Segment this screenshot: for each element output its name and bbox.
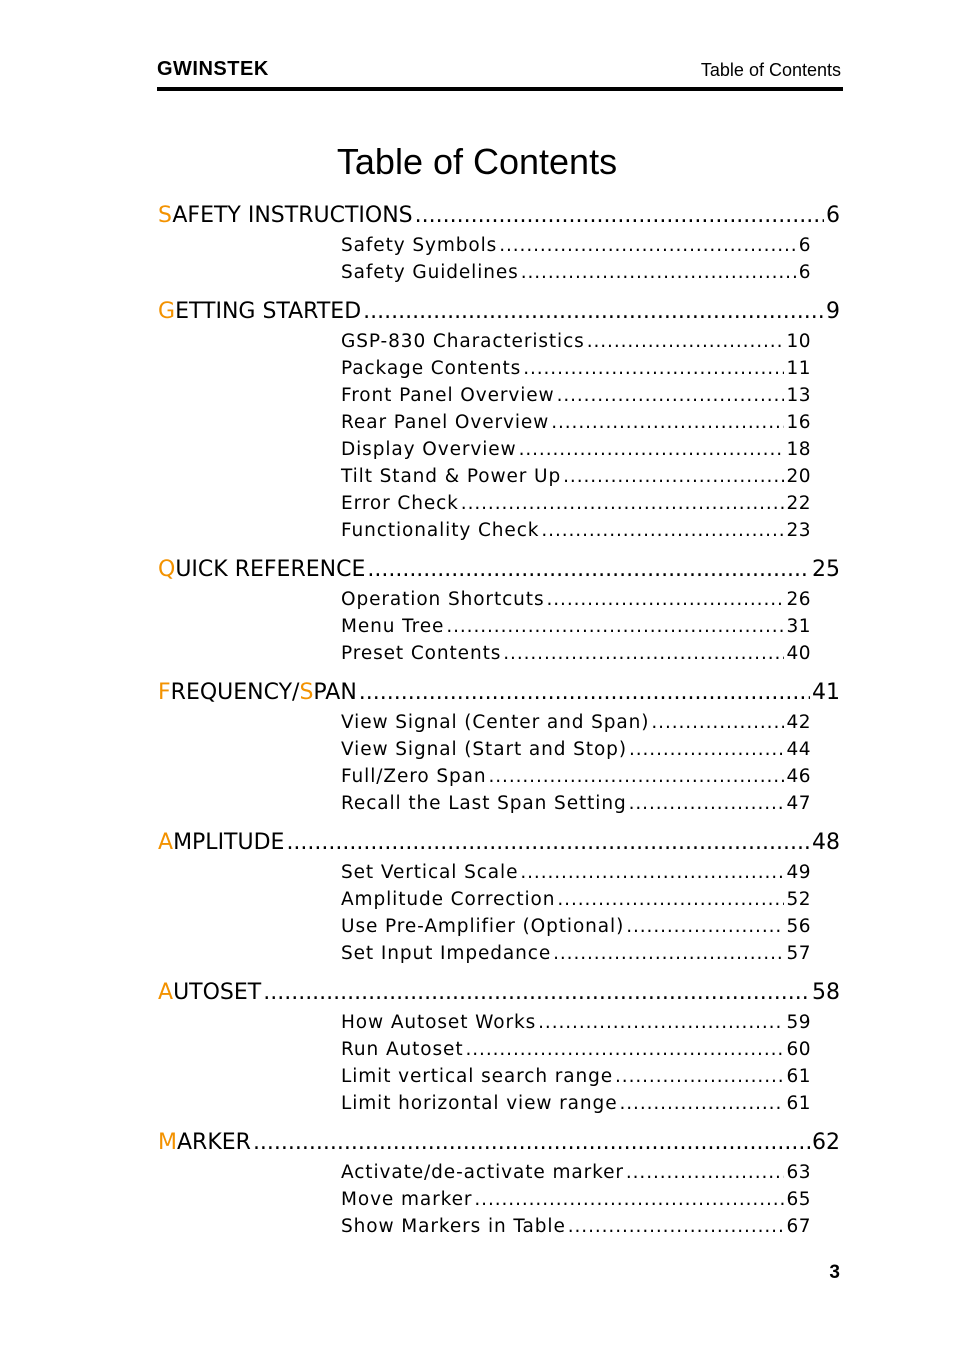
section-entry[interactable] [341,763,811,790]
page-header [157,56,843,92]
chapter-title-rest: ETTING STARTED [175,299,362,324]
section-page-number: 63 [786,1162,811,1183]
section-title: Set Vertical Scale [341,862,519,883]
dot-leader [521,259,797,286]
section-title: View Signal (Start and Stop) [341,739,627,760]
dot-leader [546,586,784,613]
section-entry[interactable] [341,409,811,436]
dot-leader [651,709,784,736]
chapter-initial: G [158,299,176,324]
chapter-page-number: 6 [826,203,840,228]
chapter-initial: F [158,680,171,705]
chapter-title [158,296,361,328]
chapter-page-number: 9 [826,299,840,324]
chapter-initial: M [158,1130,177,1155]
section-page-number: 61 [786,1093,811,1114]
dot-leader [367,554,810,586]
section-page-number: 23 [786,520,811,541]
chapter-entry[interactable] [158,296,840,328]
chapter-entry[interactable] [158,977,840,1009]
section-entry[interactable] [341,940,811,967]
dot-leader [568,1213,785,1240]
dot-leader [461,490,785,517]
chapter-initial: A [158,830,174,855]
chapter-initial: S [158,203,173,228]
chapter-page-number: 62 [812,1130,840,1155]
section-page-number: 16 [786,412,811,433]
chapter-title [158,977,261,1009]
section-entry[interactable] [341,382,811,409]
section-title: How Autoset Works [341,1012,537,1033]
section-title: Error Check [341,493,459,514]
chapter-entry[interactable] [158,200,840,232]
section-entry[interactable] [341,886,811,913]
section-page-number: 61 [786,1066,811,1087]
section-entry[interactable] [341,1186,811,1213]
toc-chapter [158,677,840,709]
section-entry[interactable] [341,859,811,886]
page-title: Table of Contents [336,141,618,182]
section-title: Front Panel Overview [341,385,555,406]
chapter-title-rest: REQUENCY/ [170,680,300,705]
chapter-title-rest: MPLITUDE [173,830,285,855]
section-title: Activate/de-activate marker [341,1162,624,1183]
chapter-page-number: 41 [812,680,840,705]
section-entry[interactable] [341,736,811,763]
dot-leader [286,827,810,859]
dot-leader [615,1063,784,1090]
chapter-title [158,200,413,232]
dot-leader [553,940,784,967]
section-entry[interactable] [341,1063,811,1090]
section-entry[interactable] [341,586,811,613]
chapter-title-rest: UTOSET [173,980,262,1005]
section-page-number: 47 [786,793,811,814]
table-of-contents [158,200,840,1240]
section-page-number: 52 [786,889,811,910]
page-number: 3 [829,1262,840,1283]
section-title: Rear Panel Overview [341,412,550,433]
chapter-entry[interactable] [158,1127,840,1159]
chapter-title-rest: ARKER [176,1130,251,1155]
dot-leader [488,763,784,790]
section-title: Display Overview [341,439,517,460]
section-title: Functionality Check [341,520,540,541]
chapter-title-rest: UICK REFERENCE [175,557,366,582]
section-page-number: 65 [786,1189,811,1210]
dot-leader [557,886,784,913]
section-title: Operation Shortcuts [341,589,545,610]
section-page-number: 11 [786,358,811,379]
chapter-title [158,1127,251,1159]
section-page-number: 20 [786,466,811,487]
section-entry[interactable] [341,1036,811,1063]
chapter-page-number: 48 [812,830,840,855]
section-entry[interactable] [341,259,811,286]
section-entry[interactable] [341,232,811,259]
dot-leader [563,463,784,490]
toc-chapter [158,296,840,328]
chapter-title [158,677,357,709]
section-page-number: 31 [786,616,811,637]
section-title: GSP-830 Characteristics [341,331,585,352]
section-page-number: 57 [786,943,811,964]
toc-chapter [158,1127,840,1159]
chapter-initial: Q [158,557,176,582]
section-page-number: 59 [786,1012,811,1033]
dot-leader [499,232,797,259]
section-title: Limit horizontal view range [341,1093,618,1114]
chapter-initial: S [299,680,314,705]
chapter-title [158,827,284,859]
section-title: View Signal (Center and Span) [341,712,650,733]
section-title: Preset Contents [341,643,502,664]
dot-leader [465,1036,784,1063]
section-title: Full/Zero Span [341,766,487,787]
chapter-page-number: 58 [812,980,840,1005]
dot-leader [519,436,785,463]
section-title: Set Input Impedance [341,943,552,964]
dot-leader [446,613,784,640]
dot-leader [629,790,785,817]
dot-leader [359,677,810,709]
dot-leader [474,1186,784,1213]
section-entry[interactable] [341,490,811,517]
section-page-number: 13 [786,385,811,406]
chapter-page-number: 25 [812,557,840,582]
dot-leader [538,1009,784,1036]
toc-chapter [158,554,840,586]
section-page-number: 6 [798,235,811,256]
section-title: Safety Guidelines [341,262,519,283]
section-title: Move marker [341,1189,473,1210]
section-title: Amplitude Correction [341,889,556,910]
section-page-number: 22 [786,493,811,514]
section-title: Safety Symbols [341,235,498,256]
dot-leader [263,977,810,1009]
section-entry[interactable] [341,355,811,382]
dot-leader [626,913,784,940]
dot-leader [551,409,784,436]
section-entry[interactable] [341,613,811,640]
dot-leader [541,517,784,544]
section-page-number: 18 [786,439,811,460]
section-page-number: 44 [786,739,811,760]
section-entry[interactable] [341,640,811,667]
section-page-number: 46 [786,766,811,787]
toc-chapter [158,977,840,1009]
section-entry[interactable] [341,1213,811,1240]
toc-chapter [158,200,840,232]
dot-leader [253,1127,810,1159]
dot-leader [520,859,784,886]
section-entry[interactable] [341,463,811,490]
section-title: Recall the Last Span Setting [341,793,627,814]
chapter-entry[interactable] [158,827,840,859]
chapter-entry[interactable] [158,554,840,586]
chapter-initial: A [158,980,174,1005]
section-entry[interactable] [341,1090,811,1117]
section-page-number: 60 [786,1039,811,1060]
section-title: Run Autoset [341,1039,464,1060]
section-entry[interactable] [341,328,811,355]
section-title: Package Contents [341,358,522,379]
section-page-number: 26 [786,589,811,610]
section-title: Show Markers in Table [341,1216,566,1237]
section-entry[interactable] [341,913,811,940]
dot-leader [503,640,784,667]
section-page-number: 56 [786,916,811,937]
chapter-title-rest: AFETY INSTRUCTIONS [172,203,413,228]
dot-leader [619,1090,784,1117]
section-page-number: 67 [786,1216,811,1237]
header-rule [157,87,843,91]
section-page-number: 40 [786,643,811,664]
section-entry[interactable] [341,709,811,736]
dot-leader [523,355,784,382]
dot-leader [363,296,824,328]
section-title: Limit vertical search range [341,1066,614,1087]
dot-leader [415,200,824,232]
section-page-number: 42 [786,712,811,733]
section-entry[interactable] [341,517,811,544]
brand-logo: GWINSTEK [157,58,269,80]
section-entry[interactable] [341,1009,811,1036]
section-page-number: 10 [786,331,811,352]
chapter-title-rest: PAN [313,680,357,705]
running-header-title: Table of Contents [700,60,841,80]
section-entry[interactable] [341,1159,811,1186]
chapter-title [158,554,365,586]
dot-leader [629,736,785,763]
section-title: Tilt Stand & Power Up [341,466,562,487]
section-title: Use Pre-Amplifier (Optional) [341,916,625,937]
toc-chapter [158,827,840,859]
section-page-number: 6 [798,262,811,283]
section-entry[interactable] [341,436,811,463]
section-entry[interactable] [341,790,811,817]
section-title: Menu Tree [341,616,445,637]
dot-leader [626,1159,785,1186]
chapter-entry[interactable] [158,677,840,709]
dot-leader [557,382,785,409]
dot-leader [587,328,785,355]
section-page-number: 49 [786,862,811,883]
